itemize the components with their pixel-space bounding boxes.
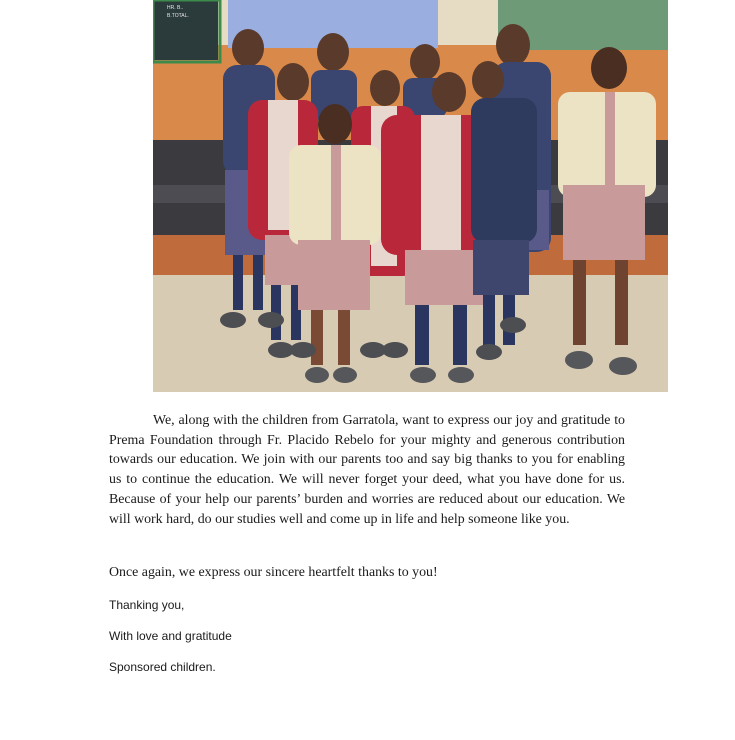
gratitude-paragraph: We, along with the children from Garratola, want to express our joy and gratitude to Prema Foundation through Fr. Placido Rebelo for your mighty and generous contribution towards our education. We join with our parents too and say big thanks to you for enabling us to continue the education. We will never forget your deed, what you have done for us. Because of your help our parents’ burden and worries are reduced about our education. We will work hard, do our studies well and come up in life and help someone like you. xyxy=(109,413,625,527)
board-text-2: B.TOTAL. xyxy=(167,13,189,19)
board-text-1: HR. B.. xyxy=(167,5,184,11)
signature-line: Sponsored children. xyxy=(109,660,216,674)
with-love-line: With love and gratitude xyxy=(109,629,232,643)
closing-line: Once again, we express our sincere heartfelt thanks to you! xyxy=(109,565,438,580)
group-photo-illustration xyxy=(153,0,668,392)
thanking-line: Thanking you, xyxy=(109,598,185,612)
group-photo xyxy=(153,0,668,392)
letter-body xyxy=(109,411,625,529)
blackboard-left xyxy=(153,0,218,60)
